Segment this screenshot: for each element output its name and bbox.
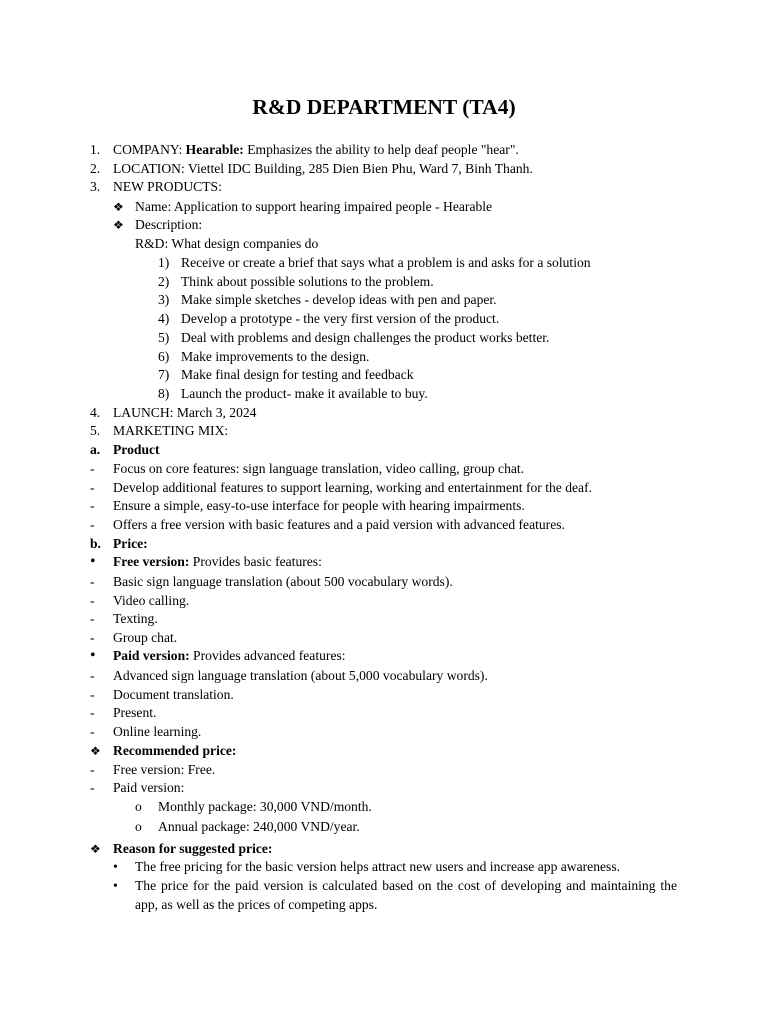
bullet-icon: •: [113, 859, 118, 874]
step-item: Receive or create a brief that says what a problem is and asks for a solution: [181, 255, 591, 270]
step-number: 4): [158, 311, 170, 327]
page-title: R&D DEPARTMENT (TA4): [252, 95, 516, 119]
new-products-heading: NEW PRODUCTS:: [113, 179, 222, 194]
dash-marker: -: [90, 611, 95, 627]
dash-marker: -: [90, 762, 95, 777]
diamond-bullet-icon: ❖: [113, 218, 124, 232]
step-item: Launch the product- make it available to buy.: [181, 385, 428, 401]
free-version-line: [113, 553, 322, 572]
product-item: Develop additional features to support learning, working and entertainment for the deaf.: [113, 479, 593, 495]
dash-marker: -: [90, 724, 95, 740]
circle-bullet-icon: o: [135, 819, 142, 834]
list-number: 4.: [90, 405, 101, 420]
circle-bullet-icon: o: [135, 799, 142, 814]
dash-marker: -: [90, 574, 95, 589]
step-number: 8): [158, 385, 170, 401]
step-item: Make improvements to the design.: [181, 348, 370, 364]
step-number: 1): [158, 255, 170, 270]
bullet-icon: •: [113, 878, 118, 893]
dash-marker: -: [90, 592, 95, 608]
paid-feature-item: Online learning.: [113, 724, 202, 740]
product-item: Offers a free version with basic features and a paid version with advanced features.: [113, 517, 565, 533]
package-item: Annual package: 240,000 VND/year.: [158, 819, 360, 834]
step-item: Think about possible solutions to the problem.: [181, 273, 434, 289]
free-price-line: Free version: Free.: [113, 762, 216, 777]
paid-version-label: Paid version:: [113, 648, 190, 663]
free-version-text: Provides basic features:: [189, 554, 322, 569]
diamond-bullet-icon: ❖: [90, 842, 101, 856]
product-item: Focus on core features: sign language translation, video calling, group chat.: [113, 461, 525, 476]
product-name-line: Name: Application to support hearing impaired people - Hearable: [135, 199, 493, 214]
dash-marker: -: [90, 705, 95, 721]
dash-marker: -: [90, 780, 95, 795]
step-number: 6): [158, 348, 170, 364]
step-number: 7): [158, 367, 170, 383]
list-number: 2.: [90, 161, 101, 176]
dash-marker: -: [90, 498, 95, 514]
paid-feature-item: Document translation.: [113, 686, 234, 702]
free-version-label: Free version:: [113, 554, 190, 569]
reason-heading: Reason for suggested price:: [113, 841, 273, 856]
free-feature-item: Basic sign language translation (about 500 vocabulary words).: [113, 574, 453, 589]
description-label: Description:: [135, 217, 203, 232]
reason-item: The free pricing for the basic version helps attract new users and increase app awareness.: [135, 859, 621, 874]
price-heading: Price:: [113, 536, 148, 551]
bullet-icon: •: [90, 553, 96, 570]
bullet-icon: •: [90, 647, 96, 664]
reason-item: The price for the paid version is calculated based on the cost of developing and maintaining the app, as well as the prices of competing apps.: [135, 878, 677, 912]
rd-line: R&D: What design companies do: [135, 236, 319, 251]
step-number: 3): [158, 292, 170, 308]
dash-marker: -: [90, 517, 95, 533]
paid-feature-item: Advanced sign language translation (about 5,000 vocabulary words).: [113, 668, 488, 683]
step-item: Make simple sketches - develop ideas with pen and paper.: [181, 292, 497, 308]
section-marker: a.: [90, 442, 101, 457]
company-name: Hearable:: [185, 142, 244, 157]
launch-line: LAUNCH: March 3, 2024: [113, 405, 257, 420]
step-item: Make final design for testing and feedback: [181, 367, 414, 383]
company-label: COMPANY:: [113, 142, 186, 157]
paid-version-line: [113, 647, 346, 666]
step-number: 2): [158, 273, 170, 289]
recommended-price-heading: Recommended price:: [113, 743, 237, 758]
list-number: 5.: [90, 423, 101, 438]
step-number: 5): [158, 329, 170, 345]
step-item: Deal with problems and design challenges the product works better.: [181, 329, 550, 345]
dash-marker: -: [90, 686, 95, 702]
dash-marker: -: [90, 479, 95, 495]
location-line: LOCATION: Viettel IDC Building, 285 Dien Bien Phu, Ward 7, Binh Thanh.: [113, 161, 533, 176]
company-line: [113, 141, 519, 160]
dash-marker: -: [90, 668, 95, 683]
diamond-bullet-icon: ❖: [90, 744, 101, 758]
free-feature-item: Group chat.: [113, 630, 178, 646]
step-item: Develop a prototype - the very first version of the product.: [181, 311, 500, 327]
company-text: Emphasizes the ability to help deaf people "hear".: [243, 142, 519, 157]
product-item: Ensure a simple, easy-to-use interface for people with hearing impairments.: [113, 498, 525, 514]
paid-price-line: Paid version:: [113, 780, 185, 795]
list-number: 3.: [90, 179, 101, 194]
paid-feature-item: Present.: [113, 705, 157, 721]
free-feature-item: Video calling.: [113, 592, 190, 608]
list-number: 1.: [90, 142, 101, 157]
product-heading: Product: [113, 442, 160, 457]
paid-version-text: Provides advanced features:: [189, 648, 346, 663]
dash-marker: -: [90, 461, 95, 476]
free-feature-item: Texting.: [113, 611, 158, 627]
section-marker: b.: [90, 536, 101, 551]
package-item: Monthly package: 30,000 VND/month.: [158, 799, 372, 814]
dash-marker: -: [90, 630, 95, 646]
marketing-mix-heading: MARKETING MIX:: [113, 423, 229, 438]
diamond-bullet-icon: ❖: [113, 200, 124, 214]
